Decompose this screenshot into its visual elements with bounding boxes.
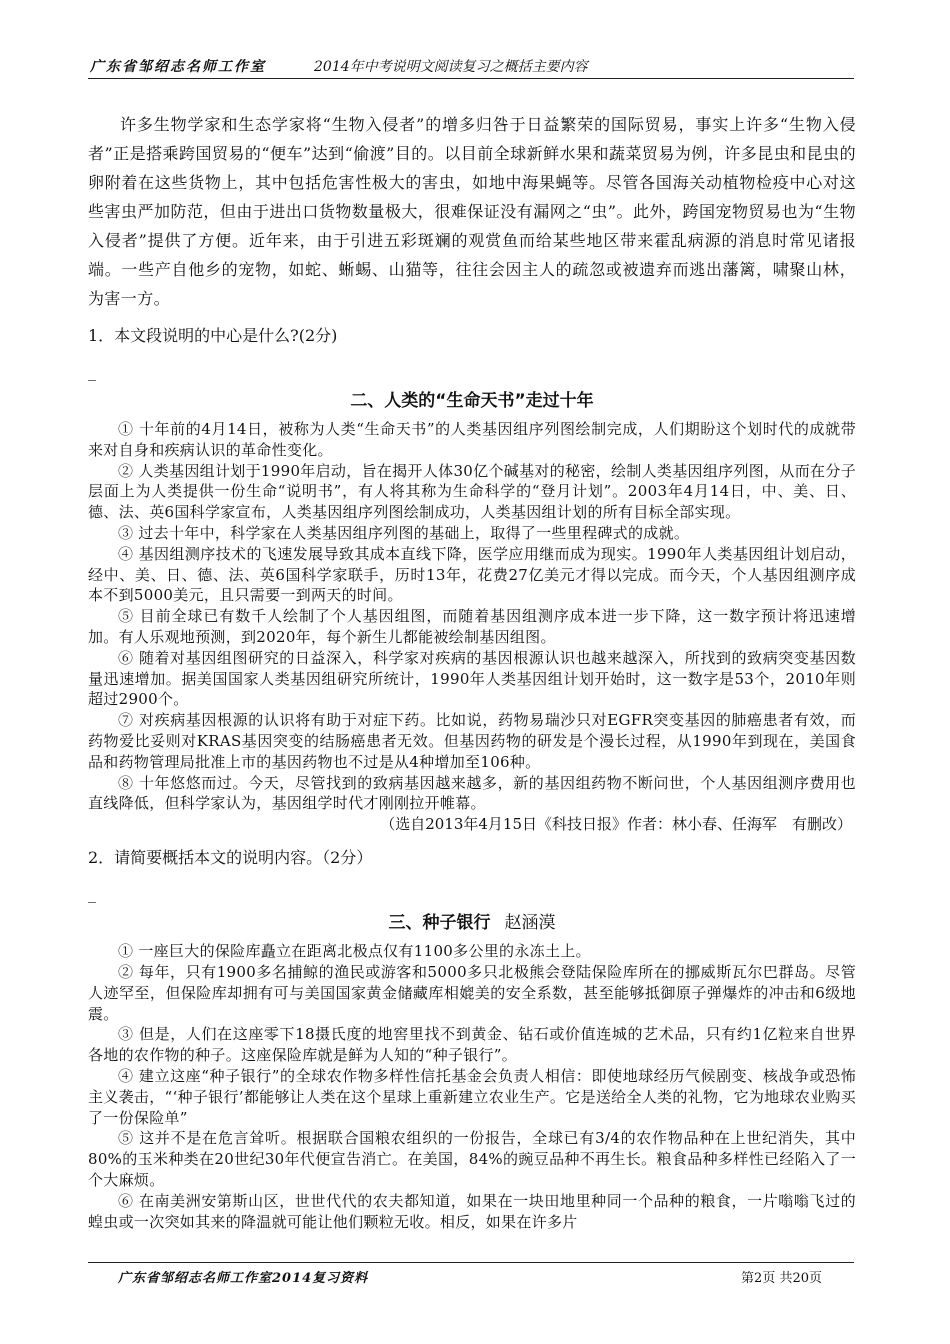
header-studio-name: 广东省邹绍志名师工作室: [90, 59, 266, 75]
section-2-source: （选自2013年4月15日《科技日报》作者：林小春、任海军 有删改）: [380, 815, 852, 834]
section-2: [88, 389, 856, 835]
section-3-paragraph: ② 每年，只有1900多名捕鲸的渔民或游客和5000多只北极熊会登陆保险库所在的挪威斯瓦尔巴群岛。尽管人迹罕至，但保险库却拥有可与美国国家黄金储藏库相媲美的安全系数，甚至能够抵御原子弹爆炸的冲击和6级地震。: [88, 962, 856, 1023]
section-2-paragraph: ① 十年前的4月14日，被称为人类“生命天书”的人类基因组序列图绘制完成，人们期盼这个划时代的成就带来对自身和疾病认识的革命性变化。: [88, 420, 856, 459]
section-2-paragraph: ⑦ 对疾病基因根源的认识将有助于对症下药。比如说，药物易瑞沙只对EGFR突变基因的肺癌患者有效，而药物爱比妥则对KRAS基因突变的结肠癌患者无效。但基因药物的研发是个漫长过程，从1990年到现在，美国食品和药物管理局批准上市的基因药物也不过是从4种增加至106种。: [88, 711, 856, 771]
section-2-title: 二、人类的“生命天书”走过十年: [350, 391, 594, 411]
section-3-paragraph: ① 一座巨大的保险库矗立在距离北极点仅有1100多公里的永冻土上。: [118, 942, 591, 961]
page-content: [88, 110, 856, 1232]
page-number: 第2页 共20页: [741, 1271, 822, 1286]
answer-blank-2: _: [88, 884, 96, 904]
header-document-title: 2014年中考说明文阅读复习之概括主要内容: [314, 59, 588, 75]
footer-studio-name: 广东省邹绍志名师工作室2014复习资料: [118, 1271, 369, 1286]
intro-paragraph: 许多生物学家和生态学家将“生物入侵者”的增多归咎于日益繁荣的国际贸易，事实上许多“生物入侵者”正是搭乘跨国贸易的“便车”达到“偷渡”目的。以目前全球新鲜水果和蔬菜贸易为例，许多昆虫和昆虫的卵附着在这些货物上，其中包括危害性极大的害虫，如地中海果蝇等。尽管各国海关动植物检疫中心对这些害虫严加防范，但由于进出口货物数量极大，很难保证没有漏网之“虫”。此外，跨国宠物贸易也为“生物入侵者”提供了方便。近年来，由于引进五彩斑斓的观赏鱼而给某些地区带来霍乱病源的消息时常见诸报端。一些产自他乡的宠物，如蛇、蜥蜴、山猫等，往往会因主人的疏忽或被遗弃而逃出藩篱，啸聚山林，为害一方。: [88, 115, 856, 308]
question-1: 1．本文段说明的中心是什么?(2分): [88, 326, 338, 345]
section-3-paragraph: ⑤ 这并不是在危言耸听。根据联合国粮农组织的一份报告，全球已有3/4的农作物品种在上世纪消失，其中80%的玉米种类在20世纪30年代便宣告消亡。在美国，84%的豌豆品种不再生长。粮食品种多样性已经陷入了一个大麻烦。: [88, 1129, 856, 1189]
section-3-title: 三、种子银行: [388, 913, 491, 934]
section-3: [88, 911, 856, 1232]
section-2-paragraph: ⑧ 十年悠悠而过。今天，尽管找到的致病基因越来越多，新的基因组药物不断问世，个人基因组测序费用也直线降低，但科学家认为，基因组学时代才刚刚拉开帷幕。: [88, 773, 856, 813]
section-2-paragraph: ⑥ 随着对基因组图研究的日益深入，科学家对疾病的基因根源认识也越来越深入，所找到的致病突变基因数量迅速增加。据美国国家人类基因组研究所统计，1990年人类基因组计划开始时，这一数字是53个，2010年则超过2900个。: [88, 648, 856, 709]
section-2-paragraph: ⑤ 目前全球已有数千人绘制了个人基因组图，而随着基因组测序成本进一步下降，这一数字预计将迅速增加。有人乐观地预测，到2020年，每个新生儿都能被绘制基因组图。: [88, 607, 856, 646]
section-2-paragraph: ④ 基因组测序技术的飞速发展导致其成本直线下降，医学应用继而成为现实。1990年人类基因组计划启动，经中、美、日、德、法、英6国科学家联手，历时13年，花费27亿美元才得以完成。而今天，个人基因组测序成本不到5000美元，且只需要一到两天的时间。: [88, 544, 856, 605]
question-2: 2．请简要概括本文的说明内容。（2分）: [88, 848, 373, 868]
section-3-author: 赵涵漠: [504, 913, 556, 934]
section-3-heading: [88, 911, 856, 935]
answer-blank-1: _: [88, 362, 96, 381]
page-header: [88, 52, 854, 79]
section-2-paragraph: ③ 过去十年中，科学家在人类基因组序列图的基础上，取得了一些里程碑式的成就。: [118, 523, 690, 542]
section-2-paragraph: ② 人类基因组计划于1990年启动，旨在揭开人体30亿个碱基对的秘密，绘制人类基因组序列图，从而在分子层面上为人类提供一份生命“说明书”，有人将其称为生命科学的“登月计划”。2003年4月14日，中、美、日、德、法、英6国科学家宣布，人类基因组序列图绘制成功，人类基因组计划的所有目标全部实现。: [88, 461, 856, 522]
section-3-paragraph: ④ 建立这座“种子银行”的全球农作物多样性信托基金会负责人相信：即使地球经历气候剧变、核战争或恐怖主义袭击，“‘种子银行’都能够让人类在这个星球上重新建立农业生产。它是送给全人类的礼物，它为地球农业购买了一份保险单”: [88, 1066, 856, 1127]
section-3-paragraph: ⑥ 在南美洲安第斯山区，世世代代的农夫都知道，如果在一块田地里种同一个品种的粮食，一片嗡嗡飞过的蝗虫或一次突如其来的降温就可能让他们颗粒无收。相反，如果在许多片: [88, 1191, 856, 1231]
page-footer: [88, 1262, 854, 1286]
section-3-paragraph: ③ 但是，人们在这座零下18摄氏度的地窖里找不到黄金、钻石或价值连城的艺术品，只有约1亿粒来自世界各地的农作物的种子。这座保险库就是鲜为人知的“种子银行”。: [88, 1025, 856, 1065]
